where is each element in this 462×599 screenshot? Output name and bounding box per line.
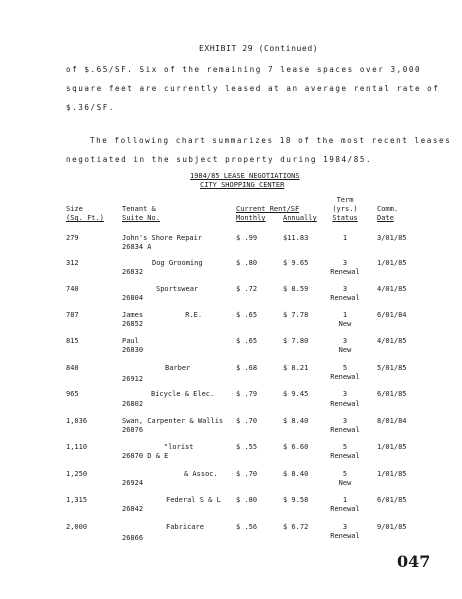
table-row-date: 8/01/84 xyxy=(377,417,407,425)
table-row-status: New xyxy=(338,320,352,328)
table-row-date: 6/01/85 xyxy=(377,390,407,398)
header-monthly: Monthly xyxy=(236,214,266,222)
table-row-monthly: $ .65 xyxy=(236,311,258,319)
table-row-tenant: Sportswear xyxy=(156,285,199,293)
table-row-term: 1 xyxy=(342,496,348,504)
table-row-monthly: $ .99 xyxy=(236,234,258,242)
table-row-size: 2,000 xyxy=(66,523,88,531)
table-row-monthly: $ .55 xyxy=(236,443,258,451)
table-row-tenant: & Assoc. xyxy=(184,470,218,478)
table-row-annual: $ 8.40 xyxy=(283,470,309,478)
table-title: 1984/85 LEASE NEGOTIATIONS xyxy=(190,172,300,180)
table-row-date: 6/01/84 xyxy=(377,311,407,319)
table-row-size: 1,110 xyxy=(66,443,88,451)
header-status: Status xyxy=(332,214,358,222)
table-row-annual: $ 7.80 xyxy=(283,337,309,345)
table-row-suite: 26832 xyxy=(122,268,144,276)
table-row-status: Renewal xyxy=(330,505,360,513)
table-row-suite: 26852 xyxy=(122,320,144,328)
header-annually: Annually xyxy=(283,214,317,222)
table-row-tenant: Bicycle & Elec. xyxy=(151,390,215,398)
table-row-size: 1,315 xyxy=(66,496,88,504)
table-row-date: 6/01/85 xyxy=(377,496,407,504)
table-row-annual: $ 6.60 xyxy=(283,443,309,451)
table-row-suite: 26924 xyxy=(122,479,144,487)
table-row-monthly: $ .80 xyxy=(236,259,258,267)
table-row-size: 1,036 xyxy=(66,417,88,425)
table-row-annual: $ 9.58 xyxy=(283,496,309,504)
table-row-date: 1/01/85 xyxy=(377,443,407,451)
table-row-term: 5 xyxy=(342,364,348,372)
header-size: Size xyxy=(66,205,83,213)
table-row-term: 5 xyxy=(342,470,348,478)
table-row-annual: $ 8.59 xyxy=(283,285,309,293)
table-row-status: Renewal xyxy=(330,294,360,302)
table-row-status: Renewal xyxy=(330,426,360,434)
table-row-size: 840 xyxy=(66,364,79,372)
table-row-term: 3 xyxy=(342,337,348,345)
table-row-term: 3 xyxy=(342,417,348,425)
table-row-monthly: $ .56 xyxy=(236,523,258,531)
table-row-size: 312 xyxy=(66,259,79,267)
table-row-size: 965 xyxy=(66,390,79,398)
table-row-suite: 26804 xyxy=(122,294,144,302)
table-row-size: 1,250 xyxy=(66,470,88,478)
table-row-tenant: Federal S & L xyxy=(166,496,221,504)
table-row-tenant: Barber xyxy=(165,364,191,372)
table-row-term: 3 xyxy=(342,523,348,531)
table-row-term: 3 xyxy=(342,285,348,293)
table-row-suite: 26834 A xyxy=(122,243,152,251)
table-row-monthly: $ .79 xyxy=(236,390,258,398)
header-comm: Comm. xyxy=(377,205,399,213)
header-current-rent: Current Rent/SF xyxy=(236,205,300,213)
table-row-tenant: "lorist xyxy=(164,443,194,451)
table-row-term: 1 xyxy=(342,311,348,319)
table-row-date: 4/01/85 xyxy=(377,337,407,345)
table-row-tenant: John's Shore Repair xyxy=(122,234,203,242)
header-yrs: (yrs.) xyxy=(332,205,358,213)
table-row-monthly: $ .65 xyxy=(236,337,258,345)
table-row-monthly: $ .70 xyxy=(236,417,258,425)
paragraph-line: square feet are currently leased at an average rental rate of xyxy=(66,84,440,93)
header-tenant: Tenant & xyxy=(122,205,156,213)
table-row-term: 1 xyxy=(342,234,348,242)
table-row-date: 1/01/85 xyxy=(377,470,407,478)
page-number: 047 xyxy=(397,552,431,571)
table-row-tenant: James R.E. xyxy=(122,311,203,319)
table-subtitle: CITY SHOPPING CENTER xyxy=(200,181,285,189)
paragraph-line: The following chart summarizes 18 of the most recent leases xyxy=(90,136,452,145)
table-row-term: 3 xyxy=(342,259,348,267)
table-row-date: 1/01/85 xyxy=(377,259,407,267)
table-row-term: 3 xyxy=(342,390,348,398)
table-row-status: Renewal xyxy=(330,373,360,381)
table-row-annual: $ 9.45 xyxy=(283,390,309,398)
table-row-size: 740 xyxy=(66,285,79,293)
table-row-date: 4/01/85 xyxy=(377,285,407,293)
table-row-suite: 26842 xyxy=(122,505,144,513)
table-row-suite: 26830 xyxy=(122,346,144,354)
table-row-monthly: $ .68 xyxy=(236,364,258,372)
header-suite: Suite No. xyxy=(122,214,160,222)
table-row-annual: $11.83 xyxy=(283,234,309,242)
table-row-status: Renewal xyxy=(330,268,360,276)
header-term: Term xyxy=(336,196,354,204)
header-sqft: (Sq. Ft.) xyxy=(66,214,104,222)
paragraph-line: $.36/SF. xyxy=(66,103,115,112)
table-row-annual: $ 8.21 xyxy=(283,364,309,372)
table-row-suite: 26912 xyxy=(122,375,144,383)
table-row-annual: $ 8.40 xyxy=(283,417,309,425)
table-row-size: 815 xyxy=(66,337,79,345)
table-row-annual: $ 7.78 xyxy=(283,311,309,319)
table-row-status: New xyxy=(338,346,352,354)
table-row-status: Renewal xyxy=(330,532,360,540)
table-row-annual: $ 9.65 xyxy=(283,259,309,267)
table-row-suite: 26870 D & E xyxy=(122,452,169,460)
table-row-tenant: Fabricare xyxy=(166,523,204,531)
table-row-status: New xyxy=(338,479,352,487)
table-row-status: Renewal xyxy=(330,400,360,408)
header-date: Date xyxy=(377,214,394,222)
table-row-suite: 26876 xyxy=(122,426,144,434)
table-row-annual: $ 6.72 xyxy=(283,523,309,531)
table-row-tenant: Swan, Carpenter & Wallis xyxy=(122,417,224,425)
table-row-date: 3/01/85 xyxy=(377,234,407,242)
table-row-suite: 26802 xyxy=(122,400,144,408)
table-row-size: 279 xyxy=(66,234,79,242)
table-row-tenant: Dog Grooming xyxy=(152,259,203,267)
table-row-tenant: Paul xyxy=(122,337,139,345)
paragraph-line: of $.65/SF. Six of the remaining 7 lease spaces over 3,000 xyxy=(66,65,422,74)
paragraph-line: negotiated in the subject property during 1984/85. xyxy=(66,155,373,164)
table-row-date: 5/01/85 xyxy=(377,364,407,372)
table-row-monthly: $ .80 xyxy=(236,496,258,504)
table-row-term: 5 xyxy=(342,443,348,451)
table-row-size: 787 xyxy=(66,311,79,319)
table-row-monthly: $ .70 xyxy=(236,470,258,478)
table-row-date: 9/01/85 xyxy=(377,523,407,531)
table-row-monthly: $ .72 xyxy=(236,285,258,293)
exhibit-heading: EXHIBIT 29 (Continued) xyxy=(199,44,319,53)
table-row-status: Renewal xyxy=(330,452,360,460)
table-row-suite: 26866 xyxy=(122,534,144,542)
